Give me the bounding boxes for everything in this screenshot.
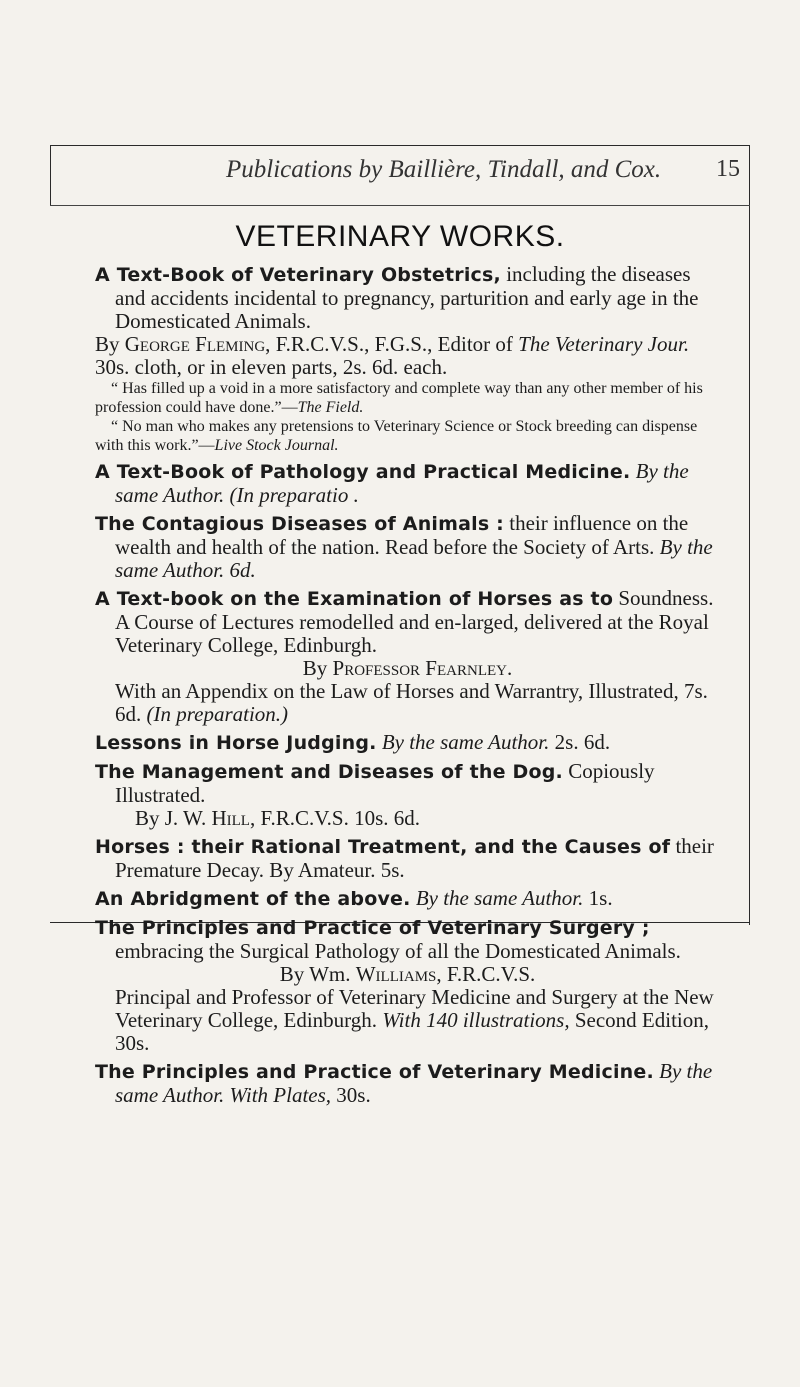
page-number: 15 — [716, 156, 740, 182]
section-title: VETERINARY WORKS. — [235, 220, 565, 253]
entry-status: (In preparation.) — [146, 702, 289, 726]
entry-abridgment — [95, 887, 720, 911]
entry-description: their influence on the wealth and health of the nation. Read before the Society of Arts. — [115, 511, 689, 559]
entry-byline: By the same Author. — [415, 886, 584, 910]
author-name: Professor Fearnley. — [332, 656, 513, 680]
entry-price: Second Edition, 30s. — [115, 1008, 709, 1055]
entry-dog — [95, 760, 720, 830]
entry-byline: By the same Author. — [115, 535, 713, 582]
entry-medicine — [95, 1060, 720, 1107]
entry-title: A Text-book on the Examination of Horses as to — [95, 588, 614, 610]
entry-status: (In preparatio . — [229, 483, 359, 507]
entry-byline: By the same Author. With Plates, — [115, 1059, 713, 1107]
entry-price: 30s. cloth, or in eleven parts, 2s. 6d. each. — [95, 355, 448, 379]
entry-title: The Principles and Practice of Veterinary Surgery ; — [95, 917, 650, 939]
entry-price: 5s. — [380, 858, 405, 882]
entry-surgery — [95, 916, 720, 1055]
entry-appendix: With an Appendix on the Law of Horses and Warrantry, Illustrated, — [115, 679, 679, 703]
entry-title: An Abridgment of the above. — [95, 888, 411, 910]
review-quote — [95, 379, 720, 417]
entry-illustrations: With 140 illustrations, — [382, 1008, 570, 1032]
entry-price: 10s. 6d. — [354, 806, 421, 830]
quote-text: “ Has filled up a void in a more satisfactory and complete way than any other member of his profession could have done.”— — [95, 380, 703, 416]
author-credentials: F.R.C.V.S. — [260, 806, 349, 830]
top-rule — [50, 145, 750, 146]
entry-price: 6d. — [229, 558, 256, 582]
entry-byline: By the same Author. — [115, 459, 689, 507]
entry-title: A Text-Book of Pathology and Practical Medicine. — [95, 461, 631, 483]
author-name: Williams, — [355, 962, 442, 986]
running-title: Publications by Baillière, Tindall, and Cox. — [226, 156, 662, 183]
entry-description: Soundness. A Course of Lectures remodelled and en-larged, delivered at the Royal Veterinary College, Edinburgh. — [115, 586, 714, 657]
running-head — [60, 156, 740, 196]
author-credentials: F.R.C.V.S. — [446, 962, 536, 986]
header-rule — [50, 205, 750, 206]
author-name: Hill, — [211, 806, 256, 830]
entry-byline: By the same Author. — [381, 730, 550, 754]
entry-obstetrics — [95, 263, 720, 455]
right-rule — [749, 145, 750, 925]
entry-title: The Principles and Practice of Veterinary Medicine. — [95, 1061, 654, 1083]
entry-description: embracing the Surgical Pathology of all the Domesticated Animals. — [115, 939, 681, 963]
entry-soundness — [95, 587, 720, 726]
entry-description: their Premature Decay. By Amateur. — [115, 834, 714, 882]
author-prefix: By J. W. — [135, 806, 207, 830]
review-quote — [95, 417, 720, 455]
journal-title: The Veterinary Jour. — [518, 332, 690, 356]
entry-title: The Management and Diseases of the Dog. — [95, 761, 563, 783]
entry-price: 7s. 6d. — [115, 679, 708, 726]
entry-contagious — [95, 512, 720, 582]
catalogue-list — [95, 263, 720, 1107]
author-credentials: F.R.C.V.S., F.G.S., Editor of — [275, 332, 513, 356]
author-prefix: By — [302, 656, 328, 680]
author-prefix: By — [95, 332, 120, 356]
entry-title: The Contagious Diseases of Animals : — [95, 513, 504, 535]
entry-title: Lessons in Horse Judging. — [95, 732, 377, 754]
entry-horses — [95, 835, 720, 882]
quote-text: “ No man who makes any pretensions to Veterinary Science or Stock breeding can dispense with this work.”— — [95, 418, 698, 454]
entry-judging — [95, 731, 720, 755]
quote-source: The Field. — [297, 399, 364, 416]
author-role: Principal and Professor of Veterinary Medicine and Surgery at the New Veterinary College, Edinburgh. — [115, 985, 714, 1032]
entry-description: including the diseases and accidents incidental to pregnancy, parturition and early age in the Domesticated Animals. — [115, 262, 699, 333]
author-prefix: By Wm. — [279, 962, 351, 986]
entry-title: A Text-Book of Veterinary Obstetrics, — [95, 264, 501, 286]
entry-price: 2s. 6d. — [554, 730, 611, 754]
author-name: George Fleming, — [124, 332, 271, 356]
entry-description: Copiously Illustrated. — [115, 759, 655, 807]
entry-pathology — [95, 460, 720, 507]
quote-source: Live Stock Journal. — [214, 437, 339, 454]
entry-price: 1s. — [588, 886, 613, 910]
entry-title: Horses : their Rational Treatment, and the Causes of — [95, 836, 671, 858]
left-rule — [50, 145, 51, 205]
entry-price: 30s. — [336, 1083, 371, 1107]
